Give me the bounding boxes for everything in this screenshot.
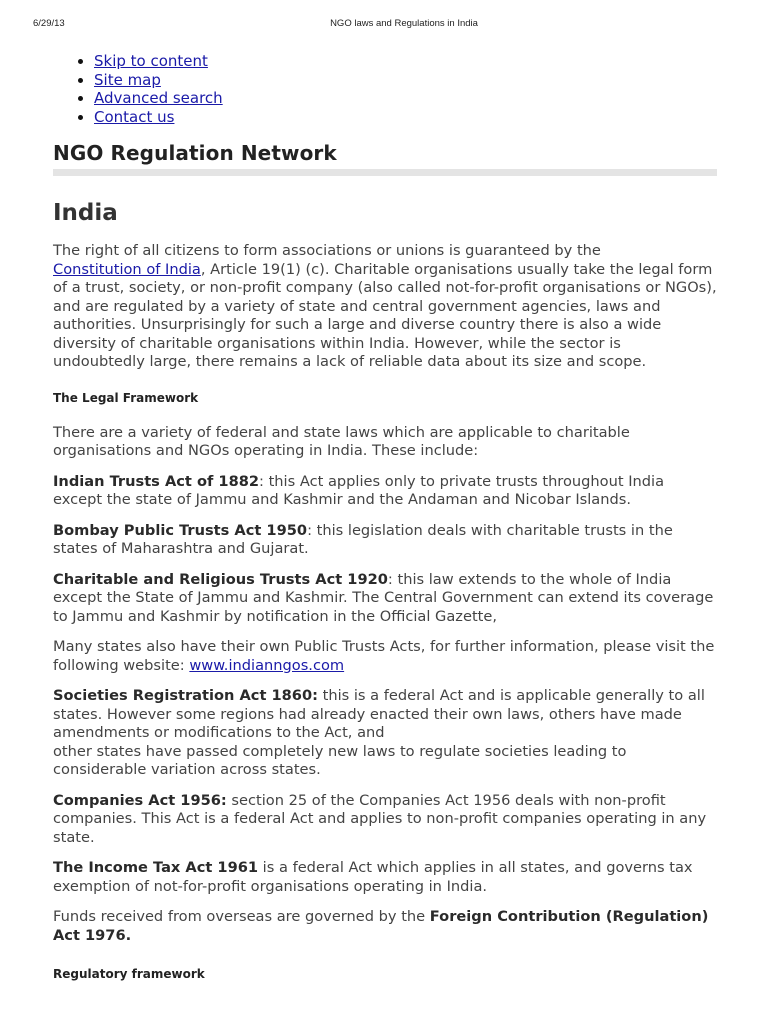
act-paragraph [53,522,717,559]
act-paragraph [53,571,717,627]
act-text: : this Act applies only to private trusts throughout India except the state of Jammu and Kashmir and the Andaman and Nicobar Islands. [53,472,665,508]
act-text: : this law extends to the whole of India except the State of Jammu and Kashmir. The Central Government can extend its coverage to Jammu and Kashmir by notification in the Official Gazette, [53,570,714,625]
list-item [94,52,223,71]
act-text: this is a federal Act and is applicable generally to all states. However some regions had already enacted their own laws, others have made amendments or modifications to the Act, and [53,687,705,741]
intro-text: The right of all citizens to form associations or unions is guaranteed by the [53,242,601,259]
print-header [0,18,768,32]
list-item [94,108,223,127]
act-text: is a federal Act which applies in all states, and governs tax exemption of not-for-profit organisations operating in India. [53,859,693,895]
act-name: Companies Act 1956: [53,791,227,809]
advanced-search-link[interactable]: Advanced search [94,89,223,107]
contact-us-link[interactable]: Contact us [94,107,175,126]
skip-links [74,52,223,126]
act-text: other states have passed completely new laws to regulate societies leading to considerable variation across states. [53,742,627,778]
site-map-link[interactable]: Site map [94,70,161,89]
print-title: NGO laws and Regulations in India [330,18,478,29]
act-text: section 25 of the Companies Act 1956 deals with non-profit companies. This Act is a federal Act and applies to non-profit companies operating in any state. [53,791,707,846]
print-date: 6/29/13 [33,18,65,29]
societies-paragraph [53,687,717,780]
act-name: Foreign Contribution (Regulation) Act 1976. [53,908,709,944]
companies-paragraph [53,792,717,848]
act-name: The Income Tax Act 1961 [53,859,259,876]
header-divider [53,169,717,176]
intro-text-cont: , Article 19(1) (c). Charitable organisations usually take the legal form of a trust, society, or non-profit company (also called not-for-profit organisations or NGOs), and are regulated by a variety of state and central government agencies, laws and authorities. Unsurprisingly for such a large and diverse country there is also a wide diversity of charitable organisations within India. However, while the sector is undoubtedly large, there remains a lack of reliable data about its size and scope. [53,260,717,370]
legal-framework-heading: The Legal Framework [53,390,199,405]
list-item [94,89,223,108]
act-name: Indian Trusts Act of 1882 [53,472,260,490]
skip-to-content-link[interactable]: Skip to content [94,52,208,70]
constitution-link[interactable]: Constitution of India [53,260,201,278]
income-tax-paragraph [53,859,717,896]
page-title: India [53,200,118,226]
act-name: Charitable and Religious Trusts Act 1920 [53,570,388,588]
indianngos-link[interactable]: www.indianngos.com [189,656,345,674]
funds-paragraph [53,908,717,945]
act-paragraph [53,473,717,510]
regulatory-framework-heading: Regulatory framework [53,967,205,981]
list-item [94,71,223,90]
main-content [53,140,717,983]
act-name: Societies Registration Act 1860: [53,687,318,704]
funds-text: Funds received from overseas are governed by the [53,908,430,925]
public-trusts-paragraph [53,638,717,675]
public-trusts-text: Many states also have their own Public Trusts Acts, for further information, please visit the following website: [53,638,715,674]
act-name: Bombay Public Trusts Act 1950 [53,521,308,539]
intro-paragraph [53,242,717,372]
legal-framework-lead: There are a variety of federal and state laws which are applicable to charitable organisations and NGOs operating in India. These include: [53,423,630,459]
site-name: NGO Regulation Network [53,141,337,165]
act-text: : this legislation deals with charitable trusts in the states of Maharashtra and Gujarat. [53,521,673,557]
